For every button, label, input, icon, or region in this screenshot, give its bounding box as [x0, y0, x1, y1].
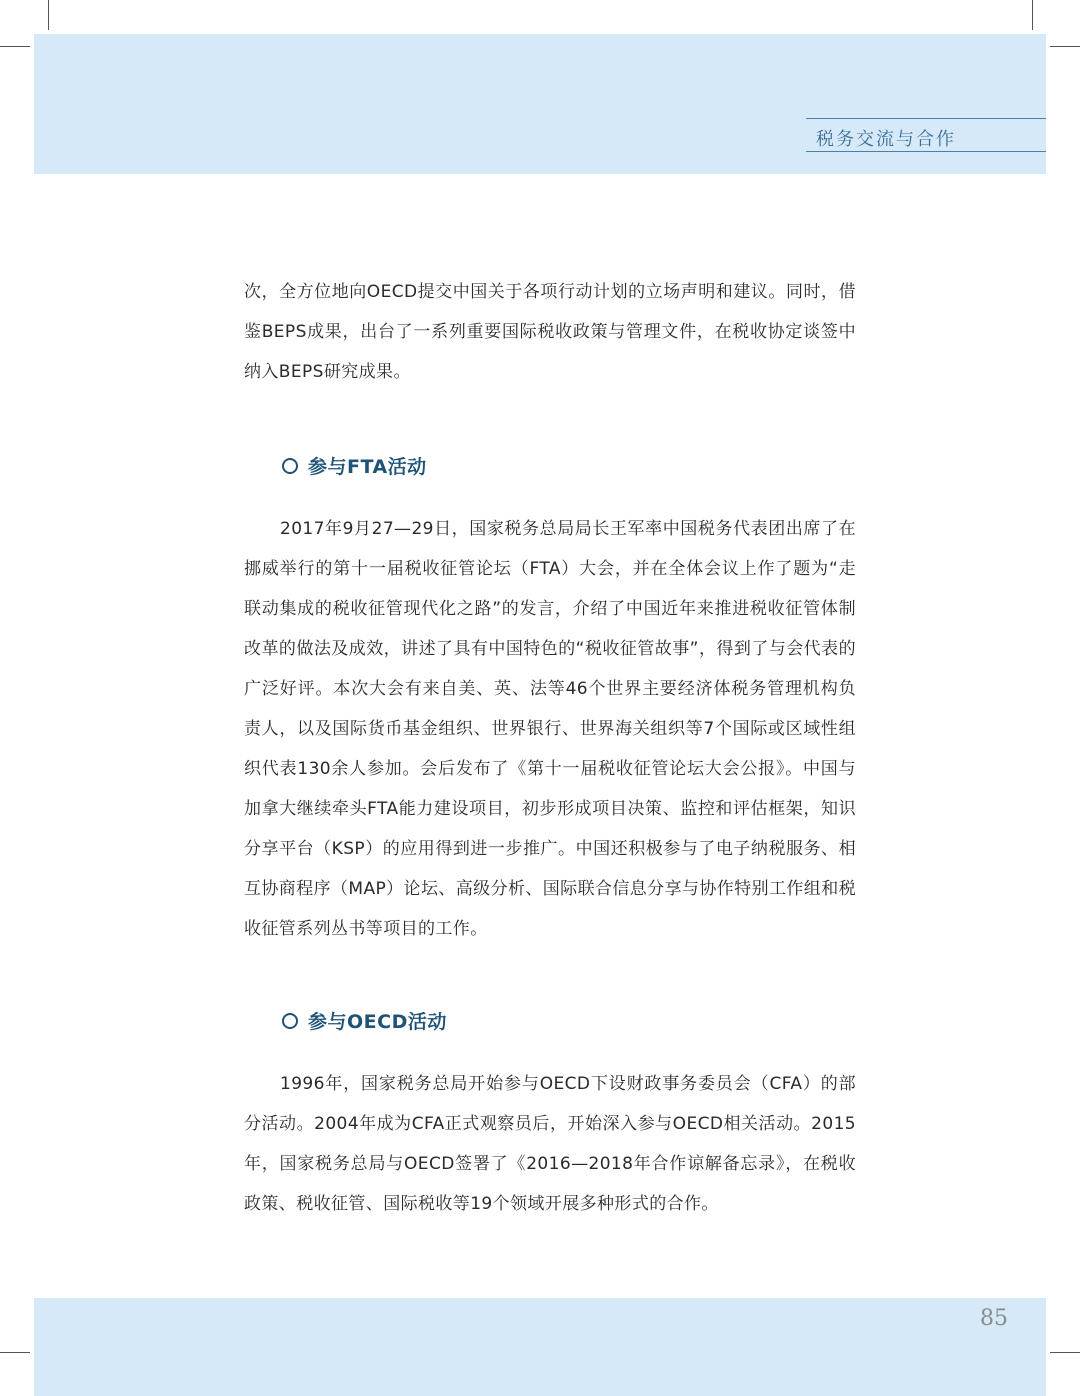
crop-mark — [1032, 0, 1033, 30]
section1-heading-text: 参与FTA活动 — [308, 456, 427, 478]
footer-band — [34, 1298, 1046, 1396]
intro-paragraph: 次，全方位地向OECD提交中国关于各项行动计划的立场声明和建议。同时，借鉴BEPS成果，出台了一系列重要国际税收政策与管理文件，在税收协定谈签中纳入BEPS研究成果。 — [244, 282, 856, 382]
section1-heading — [282, 452, 427, 479]
page-number: 85 — [980, 1306, 1008, 1331]
circle-bullet-icon — [282, 1013, 298, 1029]
intro-block — [244, 272, 856, 392]
circle-bullet-icon — [282, 458, 298, 474]
crop-mark — [0, 46, 30, 47]
section-title: 税务交流与合作 — [816, 129, 956, 150]
section1-paragraph: 2017年9月27—29日，国家税务总局局长王军率中国税务代表团出席了在挪威举行的第十一届税收征管论坛（FTA）大会，并在全体会议上作了题为“走联动集成的税收征管现代化之路”的发言，介绍了中国近年来推进税收征管体制改革的做法及成效，讲述了具有中国特色的“税收征管故事”，得到了与会代表的广泛好评。本次大会有来自美、英、法等46个世界主要经济体税务管理机构负责人，以及国际货币基金组织、世界银行、世界海关组织等7个国际或区域性组织代表130余人参加。会后发布了《第十一届税收征管论坛大会公报》。中国与加拿大继续牵头FTA能力建设项目，初步形成项目决策、监控和评估框架，知识分享平台（KSP）的应用得到进一步推广。中国还积极参与了电子纳税服务、相互协商程序（MAP）论坛、高级分析、国际联合信息分享与协作特别工作组和税收征管系列丛书等项目的工作。 — [244, 519, 856, 939]
crop-mark — [48, 0, 49, 30]
crop-mark — [1050, 46, 1080, 47]
crop-mark — [0, 1352, 30, 1353]
section2-heading-text: 参与OECD活动 — [308, 1011, 447, 1033]
section1-block — [244, 509, 856, 949]
section2-block — [244, 1064, 856, 1224]
section2-heading — [282, 1007, 447, 1034]
crop-mark — [1050, 1352, 1080, 1353]
section2-paragraph: 1996年，国家税务总局开始参与OECD下设财政事务委员会（CFA）的部分活动。2004年成为CFA正式观察员后，开始深入参与OECD相关活动。2015年，国家税务总局与OECD签署了《2016—2018年合作谅解备忘录》，在税收政策、税收征管、国际税收等19个领域开展多种形式的合作。 — [244, 1074, 856, 1214]
section-tab — [806, 118, 1046, 152]
header-band — [34, 34, 1046, 174]
